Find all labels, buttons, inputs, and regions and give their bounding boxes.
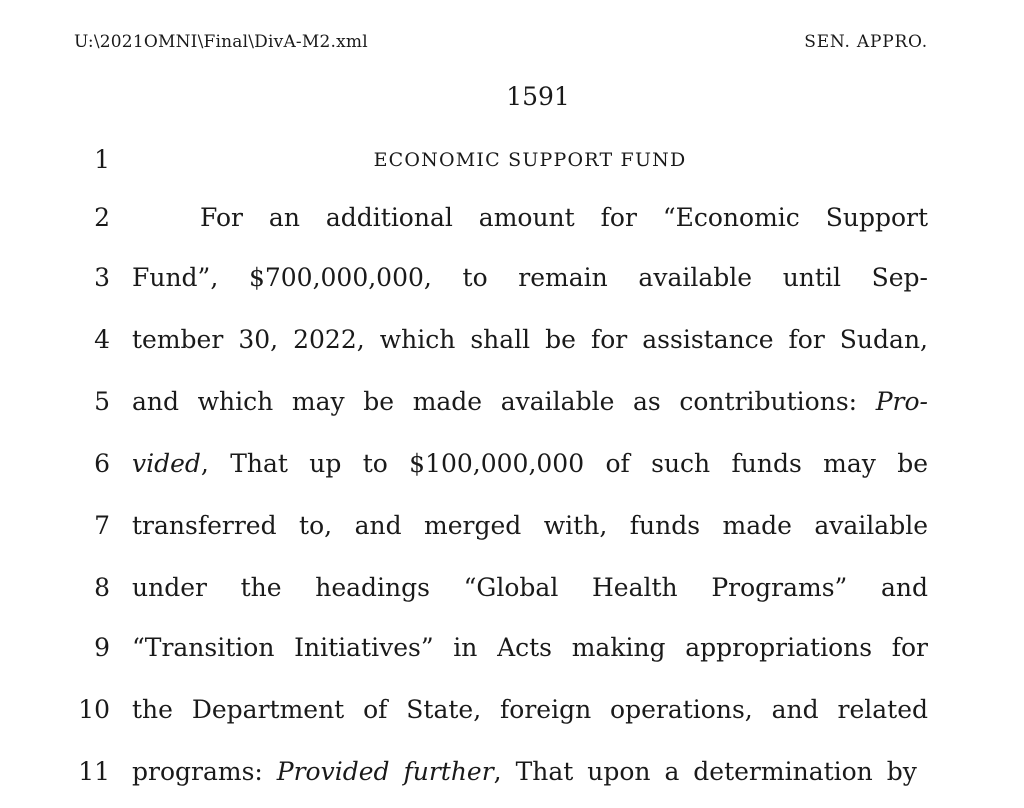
text-segment: under the headings “Global Health Programs” and xyxy=(132,573,928,602)
text-line xyxy=(0,506,1024,546)
line-text xyxy=(132,382,928,422)
committee-header: SEN. APPRO. xyxy=(804,32,928,52)
text-segment: , That up to $100,000,000 of such funds may be xyxy=(200,449,928,478)
line-number: 7 xyxy=(94,511,110,540)
text-line xyxy=(0,568,1024,608)
italic-text: Pro- xyxy=(875,387,928,416)
line-text xyxy=(132,506,928,546)
line-text xyxy=(132,628,928,668)
text-segment: “Transition Initiatives” in Acts making appropriations for xyxy=(132,633,928,662)
text-line xyxy=(0,690,1024,730)
line-number: 1 xyxy=(94,145,110,174)
text-line xyxy=(0,140,1024,180)
text-line xyxy=(0,444,1024,484)
line-number: 8 xyxy=(94,573,110,602)
line-number: 2 xyxy=(94,203,110,232)
line-text xyxy=(132,568,928,608)
text-segment: programs: xyxy=(132,757,277,786)
line-text xyxy=(200,198,928,238)
line-text xyxy=(132,320,928,360)
text-segment: ECONOMIC SUPPORT FUND xyxy=(373,149,687,171)
page-number: 1591 xyxy=(506,82,570,111)
text-line xyxy=(0,752,1024,792)
line-text xyxy=(132,258,928,298)
line-number: 6 xyxy=(94,449,110,478)
line-text xyxy=(132,752,928,792)
italic-text: Provided further xyxy=(276,757,494,786)
text-segment: and which may be made available as contributions: xyxy=(132,387,876,416)
text-segment: For an additional amount for “Economic Support xyxy=(200,203,928,232)
italic-text: vided xyxy=(132,449,201,478)
line-text xyxy=(132,444,928,484)
text-line xyxy=(0,382,1024,422)
line-number: 4 xyxy=(94,325,110,354)
line-number: 5 xyxy=(94,387,110,416)
text-segment: tember 30, 2022, which shall be for assistance for Sudan, xyxy=(132,325,928,354)
text-segment: , That upon a determination by xyxy=(493,757,917,786)
text-segment: the Department of State, foreign operations, and related xyxy=(132,695,928,724)
line-text xyxy=(132,690,928,730)
text-segment: transferred to, and merged with, funds made available xyxy=(132,511,928,540)
line-number: 11 xyxy=(78,757,110,786)
line-number: 3 xyxy=(94,263,110,292)
file-path-header: U:\2021OMNI\Final\DivA-M2.xml xyxy=(74,32,368,52)
text-line xyxy=(0,628,1024,668)
line-number: 10 xyxy=(78,695,110,724)
text-line xyxy=(0,198,1024,238)
text-segment: Fund”, $700,000,000, to remain available until Sep- xyxy=(132,263,928,292)
text-line xyxy=(0,258,1024,298)
text-line xyxy=(0,320,1024,360)
section-heading xyxy=(132,140,928,180)
line-number: 9 xyxy=(94,633,110,662)
